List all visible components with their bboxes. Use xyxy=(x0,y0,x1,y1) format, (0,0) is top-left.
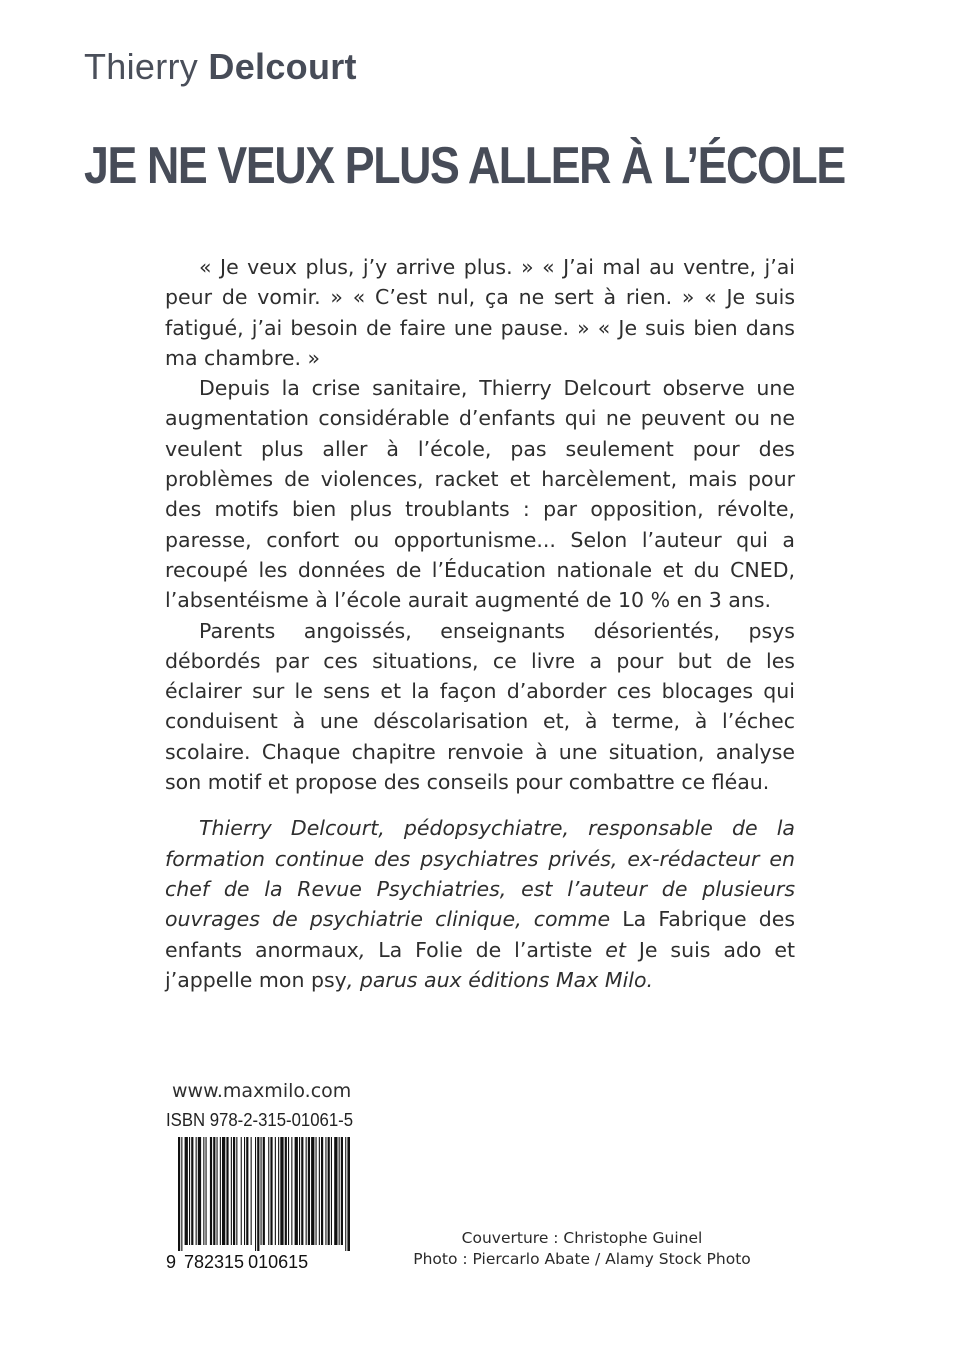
author-first-name: Thierry xyxy=(84,46,199,87)
barcode-bar xyxy=(213,1137,215,1245)
barcode-bar xyxy=(255,1137,256,1251)
barcode-bar xyxy=(301,1137,303,1245)
barcode-bar xyxy=(246,1137,248,1245)
publisher-website: www.maxmilo.com xyxy=(172,1080,352,1102)
isbn-label: ISBN 978-2-315-01061-5 xyxy=(166,1110,354,1130)
barcode-bar xyxy=(347,1137,350,1251)
barcode-bar xyxy=(251,1137,252,1245)
barcode-bar xyxy=(334,1137,337,1245)
barcode-bar xyxy=(203,1137,204,1245)
barcode-bar xyxy=(244,1137,245,1245)
barcode-bar xyxy=(263,1137,265,1245)
barcode-bar xyxy=(206,1137,207,1245)
back-cover-blurb xyxy=(165,252,795,995)
barcode-bar xyxy=(226,1137,228,1245)
barcode-bar xyxy=(191,1137,193,1245)
barcode-bar xyxy=(261,1137,262,1245)
barcode-bar xyxy=(339,1137,340,1245)
barcode-bar xyxy=(210,1137,212,1245)
book-title: JE NE VEUX PLUS ALLER À L’ÉCOLE xyxy=(84,137,845,195)
barcode-bar xyxy=(331,1137,332,1245)
barcode-digits xyxy=(166,1252,350,1273)
barcode-bar xyxy=(196,1137,197,1245)
barcode-bar xyxy=(306,1137,307,1245)
blurb-quotes-paragraph: « Je veux plus, j’y arrive plus. » « J’ai mal au ventre, j’ai peur de vomir. » « C’est nul, ça ne sert à rien. » « Je suis fatigué, j’ai besoin de faire une pause. » « Je suis bien dans ma chambre. » xyxy=(165,255,795,370)
barcode-bar xyxy=(220,1137,221,1245)
barcode-bar xyxy=(236,1137,237,1245)
barcode-bar xyxy=(268,1137,269,1245)
barcode xyxy=(166,1137,350,1251)
author-bio xyxy=(165,813,795,995)
photo-credit: Photo : Piercarlo Abate / Alamy Stock Photo xyxy=(413,1250,751,1268)
barcode-bar xyxy=(321,1137,323,1245)
barcode-bar xyxy=(345,1137,346,1251)
author-name xyxy=(84,46,357,88)
barcode-bar xyxy=(308,1137,310,1245)
barcode-bar xyxy=(319,1137,320,1245)
bio-book-1: La Fabrique des enfants anormaux xyxy=(165,907,795,962)
bio-outro: , parus aux éditions Max Milo. xyxy=(346,967,654,992)
barcode-bar xyxy=(241,1137,242,1245)
barcode-bar xyxy=(233,1137,235,1245)
credits xyxy=(396,1228,768,1270)
barcode-bar xyxy=(325,1137,326,1245)
barcode-bar xyxy=(257,1137,259,1251)
barcode-bar xyxy=(217,1137,218,1245)
barcode-bar xyxy=(178,1137,180,1251)
barcode-bar xyxy=(270,1137,272,1245)
bio-book-2: La Folie de l’artiste xyxy=(378,937,593,962)
barcode-bar xyxy=(198,1137,201,1245)
barcode-bar xyxy=(231,1137,232,1245)
barcode-bar xyxy=(275,1137,276,1245)
barcode-bar xyxy=(341,1137,343,1245)
barcode-bar xyxy=(288,1137,289,1245)
barcode-bar xyxy=(189,1137,190,1245)
barcode-bar xyxy=(316,1137,317,1245)
barcode-bar xyxy=(291,1137,292,1245)
bio-sep-2: et xyxy=(592,937,639,962)
barcode-digits-right: 010615 xyxy=(248,1252,309,1272)
cover-credit: Couverture : Christophe Guinel xyxy=(461,1229,703,1247)
barcode-digits-left: 782315 xyxy=(184,1252,245,1272)
barcode-bar xyxy=(280,1137,283,1245)
barcode-bar xyxy=(285,1137,287,1245)
author-last-name: Delcourt xyxy=(208,46,357,87)
barcode-bar xyxy=(311,1137,314,1245)
blurb-purpose-paragraph: Parents angoissés, enseignants désorientés, psys débordés par ces situations, ce livre a pour but de les éclairer sur le sens et la façon d’aborder ces blocages qui conduisent à une déscolarisation et, à terme, à l’échec scolaire. Chaque chapitre renvoie à une situation, analyse son motif et propose des conseils pour combattre ce fléau. xyxy=(165,618,795,795)
barcode-bar xyxy=(299,1137,300,1245)
barcode-bar xyxy=(181,1137,182,1251)
bio-sep-1: , xyxy=(358,937,379,962)
barcode-bar xyxy=(278,1137,279,1245)
barcode-bar xyxy=(328,1137,330,1245)
barcode-bar xyxy=(295,1137,298,1245)
bio-intro: Thierry Delcourt, pédopsychiatre, responsable de la formation continue des psychiatres privés, ex-rédacteur en chef de la Revue Psychiatries, est l’auteur de plusieurs ouvrages de psychiatrie clinique, comme xyxy=(165,816,795,932)
barcode-bar xyxy=(222,1137,225,1245)
barcode-digit-first: 9 xyxy=(166,1252,177,1272)
blurb-context-paragraph: Depuis la crise sanitaire, Thierry Delcourt observe une augmentation considérable d’enfants qui ne peuvent ou ne veulent plus aller à l’école, pas seulement pour des problèmes de violences, racket et harcèlement, mais pour des motifs bien plus troublants : par opposition, révolte, paresse, confort ou opportunisme... Selon l’auteur qui a recoupé les données de l’Éducation nationale et du CNED, l’absentéisme à l’école aurait augmenté de 10 % en 3 ans. xyxy=(165,376,795,613)
barcode-bar xyxy=(185,1137,188,1245)
bio-book-3: Je suis ado et j’appelle mon psy xyxy=(165,937,795,992)
